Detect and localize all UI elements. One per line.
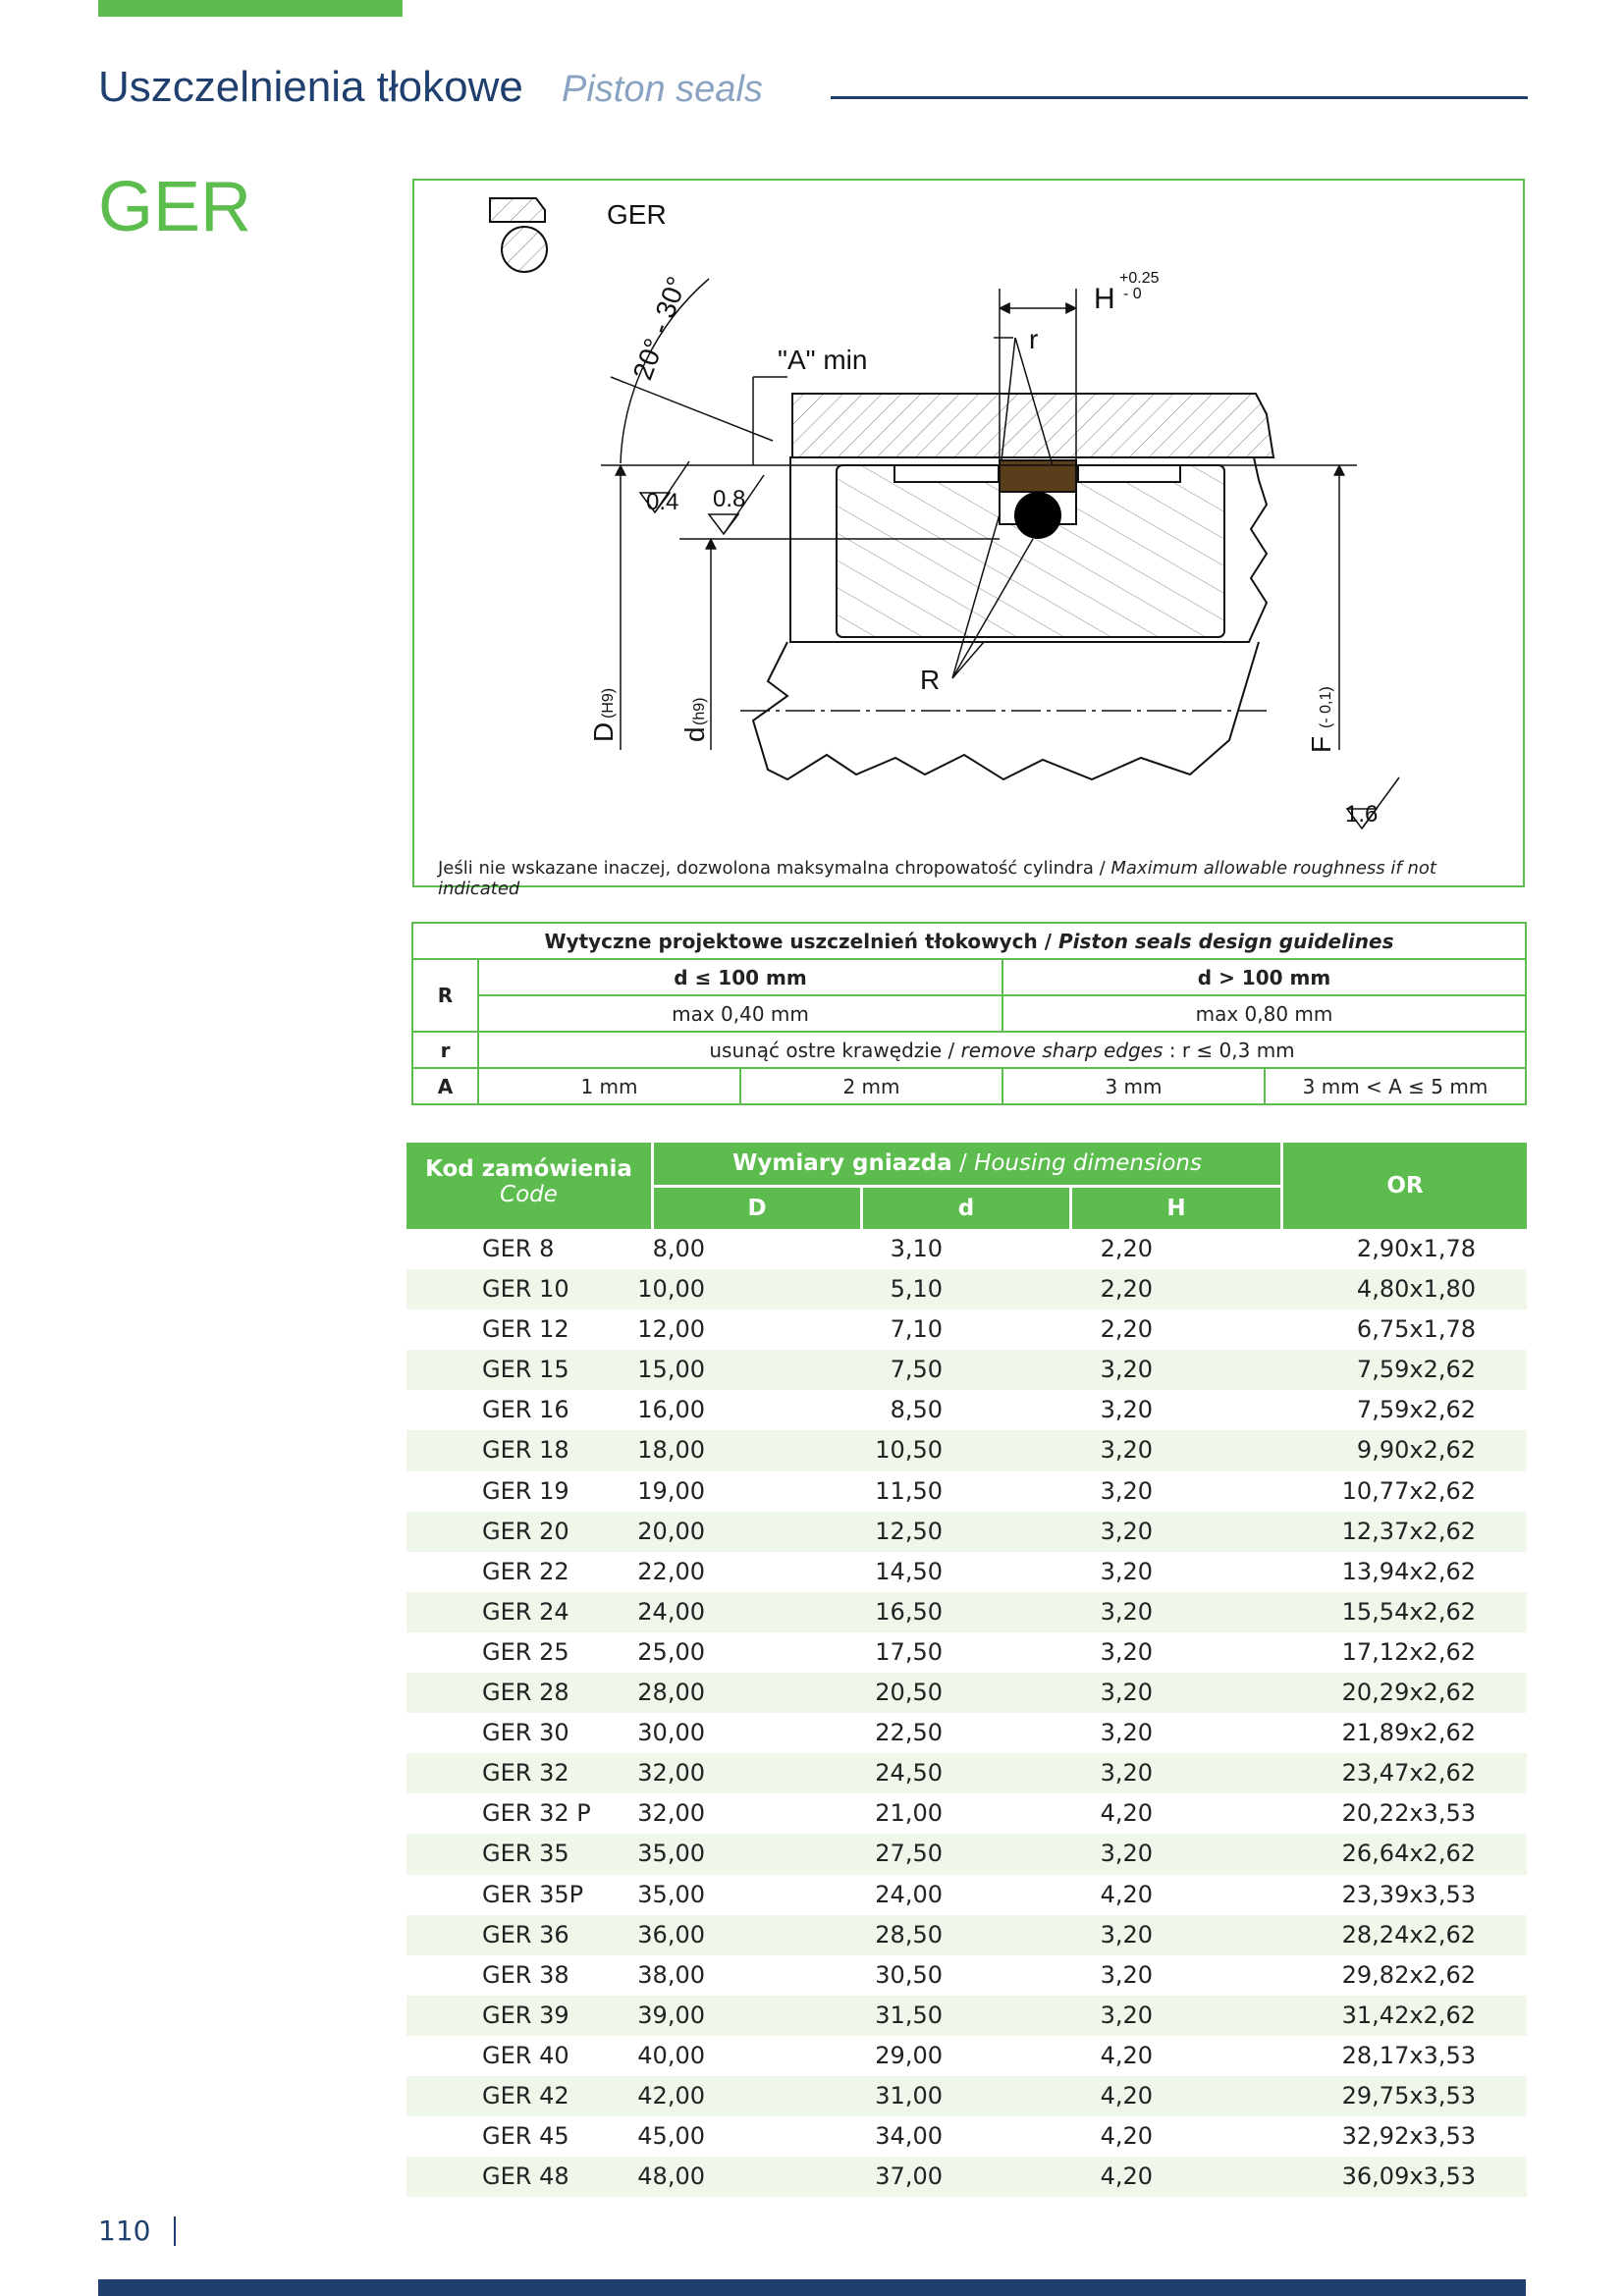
cell-d: 20,50 — [875, 1679, 943, 1707]
table-row — [406, 1632, 1527, 1673]
cell-code: GER 39 — [482, 2001, 569, 2029]
header-OR: OR — [1283, 1143, 1527, 1229]
cell-d: 5,10 — [890, 1275, 943, 1304]
page-number: 110 — [98, 2215, 151, 2247]
guidelines-col-small: d ≤ 100 mm — [478, 959, 1002, 995]
cell-OR: 7,59x2,62 — [1356, 1396, 1476, 1424]
cell-D: 40,00 — [637, 2041, 705, 2069]
table-row — [406, 1512, 1527, 1552]
cell-OR: 2,90x1,78 — [1356, 1235, 1476, 1262]
roughness-04: 0.4 — [646, 489, 679, 515]
table-row — [406, 2116, 1527, 2157]
cell-code: GER 19 — [482, 1476, 569, 1505]
table-row — [406, 1875, 1527, 1915]
cell-H: 2,20 — [1100, 1235, 1153, 1262]
cell-code: GER 30 — [482, 1719, 569, 1747]
table-row — [406, 1996, 1527, 2036]
header-code: Kod zamówienia Code — [406, 1143, 651, 1229]
guidelines-a-value: 3 mm — [1002, 1068, 1265, 1104]
cell-OR: 4,80x1,80 — [1356, 1275, 1476, 1304]
cell-d: 29,00 — [875, 2041, 943, 2069]
header-D: D — [654, 1188, 860, 1229]
cell-H: 3,20 — [1100, 1517, 1153, 1545]
cell-d: 24,00 — [875, 1880, 943, 1908]
cell-D: 32,00 — [637, 1799, 705, 1828]
cell-d: 8,50 — [890, 1396, 943, 1424]
cell-D: 22,00 — [637, 1557, 705, 1585]
cell-d: 17,50 — [875, 1637, 943, 1666]
cell-d: 21,00 — [875, 1799, 943, 1828]
h-tol-minus: - 0 — [1123, 286, 1142, 302]
product-name: GER — [98, 168, 252, 246]
cell-H: 3,20 — [1100, 2001, 1153, 2029]
cell-H: 4,20 — [1100, 2122, 1153, 2151]
cell-D: 18,00 — [637, 1436, 705, 1465]
d-bore-label: D — [588, 721, 619, 742]
cell-d: 37,00 — [875, 2163, 943, 2191]
cell-OR: 15,54x2,62 — [1341, 1597, 1476, 1626]
cell-OR: 28,24x2,62 — [1341, 1920, 1476, 1949]
table-row — [406, 1430, 1527, 1470]
cell-OR: 9,90x2,62 — [1356, 1436, 1476, 1465]
cell-OR: 26,64x2,62 — [1341, 1840, 1476, 1868]
table-row — [406, 1309, 1527, 1350]
table-row — [406, 1592, 1527, 1632]
r-small-label: r — [1029, 324, 1039, 354]
cell-code: GER 10 — [482, 1275, 569, 1304]
cell-D: 35,00 — [637, 1880, 705, 1908]
cell-code: GER 38 — [482, 1960, 569, 1989]
cell-d: 7,10 — [890, 1315, 943, 1344]
cell-H: 3,20 — [1100, 1476, 1153, 1505]
cell-OR: 20,29x2,62 — [1341, 1679, 1476, 1707]
cell-H: 3,20 — [1100, 1960, 1153, 1989]
cell-D: 45,00 — [637, 2122, 705, 2151]
guidelines-r-small-value: usunąć ostre krawędzie / remove sharp edges : r ≤ 0,3 mm — [478, 1032, 1526, 1068]
table-row — [406, 1552, 1527, 1592]
title-rule — [831, 96, 1528, 99]
cell-code: GER 22 — [482, 1557, 569, 1585]
cell-H: 3,20 — [1100, 1436, 1153, 1465]
guidelines-r-big-large: max 0,80 mm — [1002, 995, 1526, 1032]
cell-H: 3,20 — [1100, 1840, 1153, 1868]
roughness-08: 0.8 — [713, 486, 746, 512]
cell-D: 48,00 — [637, 2163, 705, 2191]
cell-OR: 12,37x2,62 — [1341, 1517, 1476, 1545]
table-row — [406, 2036, 1527, 2076]
guidelines-r-small-label: r — [412, 1032, 478, 1068]
cell-d: 12,50 — [875, 1517, 943, 1545]
cell-code: GER 15 — [482, 1356, 569, 1384]
cell-code: GER 40 — [482, 2041, 569, 2069]
page-subtitle: Piston seals — [562, 69, 763, 110]
cell-D: 30,00 — [637, 1719, 705, 1747]
cell-D: 16,00 — [637, 1396, 705, 1424]
h-tol-plus: +0.25 — [1119, 270, 1160, 287]
cell-d: 10,50 — [875, 1436, 943, 1465]
cell-code: GER 36 — [482, 1920, 569, 1949]
design-guidelines-table — [411, 922, 1527, 1105]
cell-D: 10,00 — [637, 1275, 705, 1304]
bottom-bar — [98, 2279, 1526, 2296]
cell-OR: 7,59x2,62 — [1356, 1356, 1476, 1384]
cell-D: 42,00 — [637, 2081, 705, 2109]
cell-code: GER 16 — [482, 1396, 569, 1424]
cell-d: 7,50 — [890, 1356, 943, 1384]
cell-code: GER 28 — [482, 1679, 569, 1707]
angle-label: 20° - 30° — [626, 272, 693, 385]
header-d: d — [863, 1188, 1069, 1229]
cell-code: GER 18 — [482, 1436, 569, 1465]
cell-d: 27,50 — [875, 1840, 943, 1868]
cell-code: GER 42 — [482, 2081, 569, 2109]
cell-H: 4,20 — [1100, 2041, 1153, 2069]
guidelines-a-label: A — [412, 1068, 478, 1104]
r-big-label: R — [920, 665, 941, 695]
o-ring — [1014, 492, 1061, 539]
cell-D: 32,00 — [637, 1759, 705, 1788]
table-row — [406, 2076, 1527, 2116]
a-min-label: "A" min — [778, 345, 868, 375]
page-number-separator — [174, 2216, 176, 2246]
cell-H: 3,20 — [1100, 1759, 1153, 1788]
cell-OR: 23,39x3,53 — [1341, 1880, 1476, 1908]
cell-H: 3,20 — [1100, 1396, 1153, 1424]
cell-code: GER 32 — [482, 1759, 569, 1788]
cell-OR: 32,92x3,53 — [1341, 2122, 1476, 2151]
cell-D: 36,00 — [637, 1920, 705, 1949]
cell-code: GER 35 — [482, 1840, 569, 1868]
cell-OR: 13,94x2,62 — [1341, 1557, 1476, 1585]
roughness-note-en: Maximum allowable roughness if not indicated — [438, 858, 1436, 899]
h-label: H — [1094, 283, 1115, 315]
table-row — [406, 2157, 1527, 2197]
cell-code: GER 48 — [482, 2163, 569, 2191]
f-label: F — [1306, 735, 1336, 753]
cell-OR: 28,17x3,53 — [1341, 2041, 1476, 2069]
cell-H: 3,20 — [1100, 1637, 1153, 1666]
cell-d: 28,50 — [875, 1920, 943, 1949]
drawing-svg — [414, 181, 1527, 889]
cell-H: 3,20 — [1100, 1679, 1153, 1707]
d-groove-label: d — [679, 726, 710, 742]
d-groove-tol: (h9) — [691, 697, 708, 725]
cell-OR: 6,75x1,78 — [1356, 1315, 1476, 1344]
cell-code: GER 32 P — [482, 1799, 591, 1828]
table-row — [406, 1350, 1527, 1390]
cell-H: 2,20 — [1100, 1315, 1153, 1344]
table-row — [406, 1269, 1527, 1309]
cell-D: 25,00 — [637, 1637, 705, 1666]
cell-D: 15,00 — [637, 1356, 705, 1384]
cell-H: 3,20 — [1100, 1557, 1153, 1585]
page-title: Uszczelnienia tłokowe — [98, 63, 523, 111]
cell-code: GER 24 — [482, 1597, 569, 1626]
dimensions-table-header — [406, 1143, 1527, 1229]
cell-OR: 23,47x2,62 — [1341, 1759, 1476, 1788]
table-row — [406, 1955, 1527, 1996]
table-row — [406, 1915, 1527, 1955]
cell-d: 11,50 — [875, 1476, 943, 1505]
table-row — [406, 1390, 1527, 1430]
cell-d: 31,50 — [875, 2001, 943, 2029]
table-row — [406, 1229, 1527, 1269]
cell-H: 4,20 — [1100, 1880, 1153, 1908]
cell-OR: 20,22x3,53 — [1341, 1799, 1476, 1828]
cell-D: 38,00 — [637, 1960, 705, 1989]
cell-d: 16,50 — [875, 1597, 943, 1626]
cell-D: 12,00 — [637, 1315, 705, 1344]
f-tol: (- 0,1) — [1318, 686, 1334, 728]
cell-H: 4,20 — [1100, 2081, 1153, 2109]
table-row — [406, 1753, 1527, 1793]
cell-OR: 36,09x3,53 — [1341, 2163, 1476, 2191]
cell-d: 30,50 — [875, 1960, 943, 1989]
roughness-16: 1.6 — [1345, 801, 1379, 828]
cell-d: 14,50 — [875, 1557, 943, 1585]
cell-D: 24,00 — [637, 1597, 705, 1626]
cell-d: 24,50 — [875, 1759, 943, 1788]
dimensions-table-body — [406, 1229, 1527, 2197]
guidelines-a-value: 2 mm — [740, 1068, 1002, 1104]
guidelines-title: Wytyczne projektowe uszczelnień tłokowych / Piston seals design guidelines — [412, 923, 1526, 959]
cell-d: 31,00 — [875, 2081, 943, 2109]
cell-d: 22,50 — [875, 1719, 943, 1747]
d-bore-tol: (H9) — [600, 687, 617, 719]
cell-D: 35,00 — [637, 1840, 705, 1868]
guidelines-col-large: d > 100 mm — [1002, 959, 1526, 995]
technical-drawing — [412, 179, 1525, 899]
cell-OR: 21,89x2,62 — [1341, 1719, 1476, 1747]
guidelines-r-big-small: max 0,40 mm — [478, 995, 1002, 1032]
cell-code: GER 25 — [482, 1637, 569, 1666]
cell-D: 20,00 — [637, 1517, 705, 1545]
table-row — [406, 1793, 1527, 1834]
cell-H: 3,20 — [1100, 1356, 1153, 1384]
cell-H: 4,20 — [1100, 2163, 1153, 2191]
table-row — [406, 1713, 1527, 1753]
table-row — [406, 1834, 1527, 1874]
cell-d: 3,10 — [890, 1235, 943, 1262]
cell-OR: 17,12x2,62 — [1341, 1637, 1476, 1666]
cylinder-wall — [792, 394, 1273, 457]
cell-H: 3,20 — [1100, 1920, 1153, 1949]
cell-D: 19,00 — [637, 1476, 705, 1505]
cell-D: 28,00 — [637, 1679, 705, 1707]
guidelines-a-value: 3 mm < A ≤ 5 mm — [1265, 1068, 1526, 1104]
cell-code: GER 8 — [482, 1235, 555, 1262]
roughness-note-pl: Jeśli nie wskazane inaczej, dozwolona maksymalna chropowatość cylindra / — [438, 858, 1111, 879]
top-accent-bar — [98, 0, 403, 17]
cell-H: 4,20 — [1100, 1799, 1153, 1828]
guidelines-r-big-label: R — [412, 959, 478, 1032]
cell-OR: 10,77x2,62 — [1341, 1476, 1476, 1505]
cell-H: 3,20 — [1100, 1719, 1153, 1747]
header-housing: Wymiary gniazda / Housing dimensions — [654, 1143, 1280, 1185]
cell-D: 39,00 — [637, 2001, 705, 2029]
cell-H: 2,20 — [1100, 1275, 1153, 1304]
cell-d: 34,00 — [875, 2122, 943, 2151]
seal-profile-icon — [490, 198, 547, 272]
table-row — [406, 1673, 1527, 1713]
cell-OR: 31,42x2,62 — [1341, 2001, 1476, 2029]
roughness-note — [438, 858, 1523, 899]
cell-H: 3,20 — [1100, 1597, 1153, 1626]
guidelines-a-value: 1 mm — [478, 1068, 740, 1104]
header-H: H — [1072, 1188, 1280, 1229]
cell-code: GER 20 — [482, 1517, 569, 1545]
cell-code: GER 12 — [482, 1315, 569, 1344]
cell-code: GER 35P — [482, 1880, 584, 1908]
cell-code: GER 45 — [482, 2122, 569, 2151]
cell-OR: 29,75x3,53 — [1341, 2081, 1476, 2109]
drawing-code-label: GER — [607, 199, 667, 230]
table-row — [406, 1471, 1527, 1512]
cell-OR: 29,82x2,62 — [1341, 1960, 1476, 1989]
cell-D: 8,00 — [652, 1235, 705, 1262]
